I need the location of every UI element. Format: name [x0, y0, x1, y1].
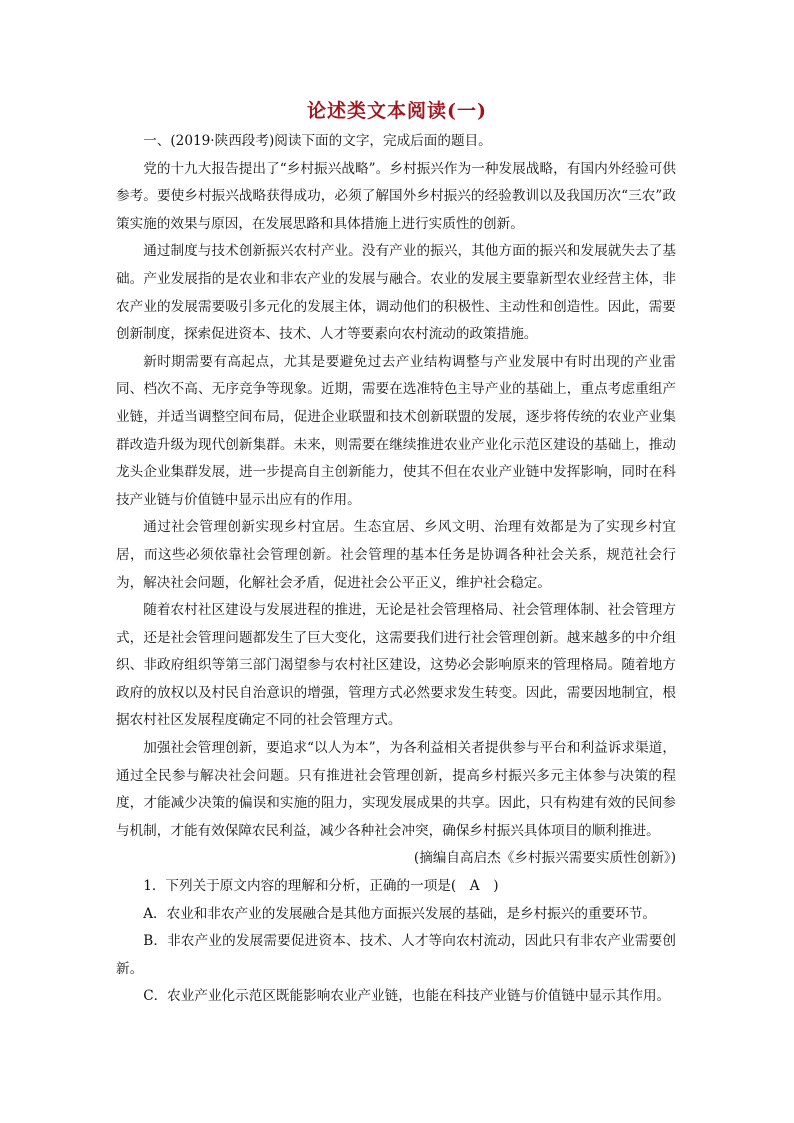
paragraph: 随着农村社区建设与发展进程的推进，无论是社会管理格局、社会管理体制、社会管理方式，还是社会管理问题都发生了巨大变化，这需要我们进行社会管理创新。越来越多的中介组织、非政府组织等第三部门渴望参与农村社区建设，这势必会影响原来的管理格局。随着地方政府的放权以及村民自治意识的增强，管理方式必然要求发生转变。因此，需要因地制宜，根据农村社区发展程度确定不同的社会管理方式。: [116, 602, 676, 729]
paragraph: 通过社会管理创新实现乡村宜居。生态宜居、乡风文明、治理有效都是为了实现乡村宜居，而这些必须依靠社会管理创新。社会管理的基本任务是协调各种社会关系，规范社会行为，解决社会问题，化解社会矛盾，促进社会公平正义，维护社会稳定。: [116, 519, 676, 591]
paragraph: 党的十九大报告提出了“乡村振兴战略”。乡村振兴作为一种发展战略，有国内外经验可供参考。要使乡村振兴战略获得成功，必须了解国外乡村振兴的经验教训以及我国历次“三农”政策实施的效果与原因，在发展思路和具体措施上进行实质性的创新。: [116, 160, 676, 232]
question-stem: 1．下列关于原文内容的理解和分析，正确的一项是( A ): [143, 878, 499, 895]
option-b: B．非农产业的发展需要促进资本、技术、人才等向农村流动，因此只有非农产业需要创新。: [116, 933, 676, 977]
paragraph: 通过制度与技术创新振兴农村产业。没有产业的振兴，其他方面的振兴和发展就失去了基础。产业发展指的是农业和非农产业的发展与融合。农业的发展主要靠新型农业经营主体，非农产业的发展需要吸引多元化的发展主体，调动他们的积极性、主动性和创造性。因此，需要创新制度，探索促进资本、技术、人才等要素向农村流动的政策措施。: [116, 243, 676, 343]
intro-line: 一、(2019·陕西段考)阅读下面的文字，完成后面的题目。: [143, 133, 492, 149]
option-a: A．农业和非农产业的发展融合是其他方面振兴发展的基础，是乡村振兴的重要环节。: [143, 905, 656, 922]
paragraph: 加强社会管理创新，要追求“以人为本”，为各利益相关者提供参与平台和利益诉求渠道，通过全民参与解决社会问题。只有推进社会管理创新，提高乡村振兴多元主体参与决策的程度，才能减少决策的偏误和实施的阻力，实现发展成果的共享。因此，只有构建有效的民间参与机制，才能有效保障农民利益，减少各种社会冲突，确保乡村振兴具体项目的顺利推进。: [116, 740, 676, 839]
source-citation: (摘编自高启杰《乡村振兴需要实质性创新》): [413, 850, 676, 867]
paragraph: 新时期需要有高起点，尤其是要避免过去产业结构调整与产业发展中有时出现的产业雷同、档次不高、无序竞争等现象。近期，需要在选准特色主导产业的基础上，重点考虑重组产业链，并适当调整空间布局，促进企业联盟和技术创新联盟的发展，逐步将传统的农业产业集群改造升级为现代创新集群。未来，则需要在继续推进农业产业化示范区建设的基础上，推动龙头企业集群发展，进一步提高自主创新能力，使其不但在农业产业链中发挥影响，同时在科技产业链与价值链中显示出应有的作用。: [116, 353, 676, 508]
article-body: [116, 128, 676, 1011]
option-c: C．农业产业化示范区既能影响农业产业链，也能在科技产业链与价值链中显示其作用。: [143, 988, 671, 1005]
document-title: 论述类文本阅读(一): [307, 100, 487, 122]
